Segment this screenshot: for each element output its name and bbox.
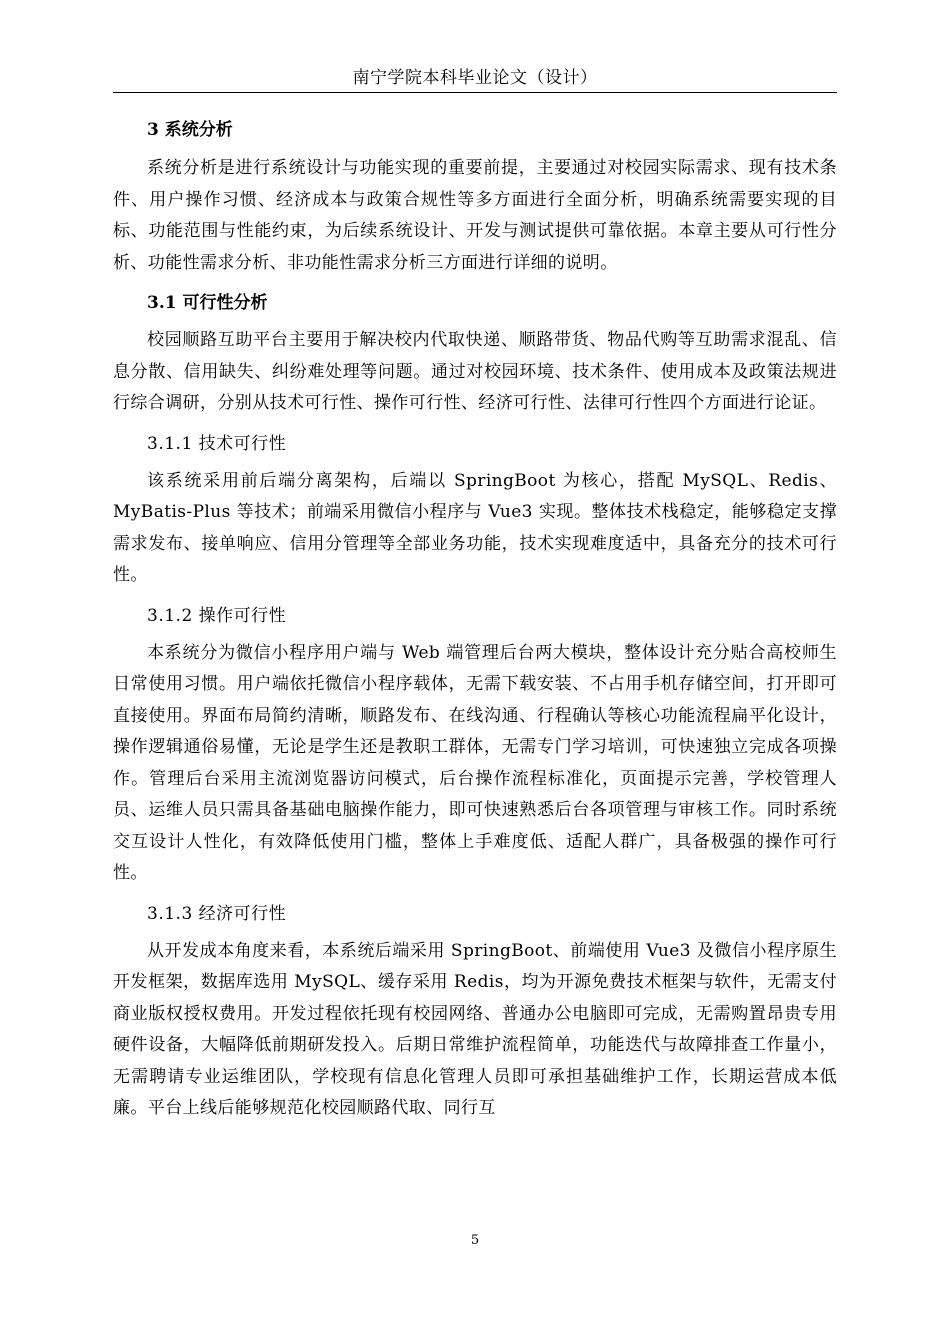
- paragraph-chapter-intro: 系统分析是进行系统设计与功能实现的重要前提，主要通过对校园实际需求、现有技术条件、用户操作习惯、经济成本与政策合规性等多方面进行全面分析，明确系统需要实现的目标、功能范围与性能约束，为后续系统设计、开发与测试提供可靠依据。本章主要从可行性分析、功能性需求分析、非功能性需求分析三方面进行详细的说明。: [113, 158, 837, 273]
- section-heading-feasibility: 3.1 可行性分析: [147, 293, 268, 313]
- running-header: 南宁学院本科毕业论文（设计）: [352, 68, 598, 88]
- header-rule: [113, 92, 837, 93]
- subsection-heading-technical: 3.1.1 技术可行性: [147, 433, 287, 454]
- paragraph-technical: 该系统采用前后端分离架构，后端以 SpringBoot 为核心，搭配 MySQL、Redis、MyBatis-Plus 等技术；前端采用微信小程序与 Vue3 实现。整体技术栈稳定，能够稳定支撑需求发布、接单响应、信用分管理等全部业务功能，技术实现难度适中，具备充分的技术可行性。: [113, 470, 837, 585]
- paragraph-operational: 本系统分为微信小程序用户端与 Web 端管理后台两大模块，整体设计充分贴合高校师生日常使用习惯。用户端依托微信小程序载体，无需下载安装、不占用手机存储空间，打开即可直接使用。界面布局简约清晰，顺路发布、在线沟通、行程确认等核心功能流程扁平化设计，操作逻辑通俗易懂，无论是学生还是教职工群体，无需专门学习培训，可快速独立完成各项操作。管理后台采用主流浏览器访问模式，后台操作流程标准化，页面提示完善，学校管理人员、运维人员只需具备基础电脑操作能力，即可快速熟悉后台各项管理与审核工作。同时系统交互设计人性化，有效降低使用门槛，整体上手难度低、适配人群广，具备极强的操作可行性。: [113, 642, 837, 883]
- subsection-heading-economic: 3.1.3 经济可行性: [147, 903, 287, 924]
- page-number: 5: [470, 1233, 480, 1248]
- page-body: [113, 112, 837, 1131]
- paragraph-economic: 从开发成本角度来看，本系统后端采用 SpringBoot、前端使用 Vue3 及微信小程序原生开发框架，数据库选用 MySQL、缓存采用 Redis，均为开源免费技术框架与软件，无需支付商业版权授权费用。开发过程依托现有校园网络、普通办公电脑即可完成，无需购置昂贵专用硬件设备，大幅降低前期研发投入。后期日常维护流程简单，功能迭代与故障排查工作量小，无需聘请专业运维团队，学校现有信息化管理人员即可承担基础维护工作，长期运营成本低廉。平台上线后能够规范化校园顺路代取、同行互: [113, 940, 837, 1118]
- subsection-heading-operational: 3.1.2 操作可行性: [147, 605, 287, 626]
- chapter-heading: 3 系统分析: [147, 120, 233, 140]
- paragraph-feasibility-intro: 校园顺路互助平台主要用于解决校内代取快递、顺路带货、物品代购等互助需求混乱、信息分散、信用缺失、纠纷难处理等问题。通过对校园环境、技术条件、使用成本及政策法规进行综合调研，分别从技术可行性、操作可行性、经济可行性、法律可行性四个方面进行论证。: [113, 330, 837, 413]
